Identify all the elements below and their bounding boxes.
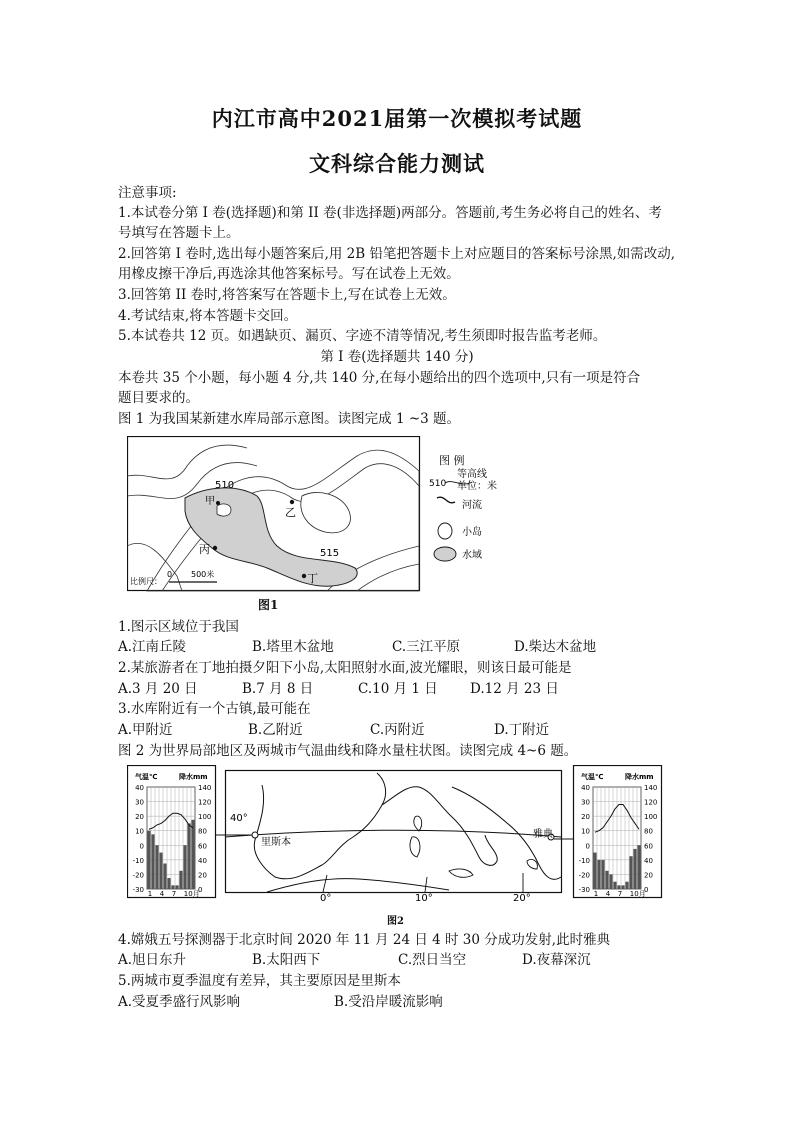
figure2-caption: 图2 — [387, 916, 404, 927]
island — [217, 504, 231, 516]
notice-line: 号填写在答题卡上。 — [118, 225, 240, 241]
section-heading: 第 I 卷(选择题共 140 分) — [320, 349, 474, 365]
precip-axis-label: 降水mm — [179, 773, 208, 781]
precip-bar — [167, 878, 170, 889]
lon-10-label: 10° — [415, 893, 433, 904]
precip-axis-label: 降水mm — [625, 773, 654, 781]
temp-tick-label: -30 — [132, 886, 144, 894]
question-option: B.7 月 8 日 — [242, 681, 314, 697]
precip-tick-label: 120 — [644, 798, 658, 807]
temp-tick-label: 0 — [139, 842, 144, 851]
contour-label-510: 510 — [215, 480, 235, 491]
precip-bar — [597, 860, 600, 889]
temp-tick-label: -10 — [132, 856, 144, 865]
section-intro: 题目要求的。 — [118, 390, 199, 406]
question-option: D.12 月 23 日 — [470, 681, 559, 697]
legend-river-sample — [437, 497, 455, 503]
temp-axis-label: 气温℃ — [135, 773, 158, 781]
label-bing: 丙 — [199, 543, 210, 556]
precip-bar — [629, 856, 632, 889]
figure2-intro: 图 2 为世界局部地区及两城市气温曲线和降水量柱状图。读图完成 4~6 题。 — [118, 743, 578, 759]
section-intro: 本卷共 35 个小题，每小题 4 分,共 140 分,在每小题给出的四个选项中,只有一项是符合 — [118, 370, 641, 386]
precip-bar — [637, 845, 640, 889]
month-tick-label: 10月 — [183, 890, 200, 898]
label-jia: 甲 — [205, 496, 215, 507]
temp-tick-label: 20 — [581, 813, 590, 822]
athens-climate-chart — [574, 766, 662, 899]
temp-tick-label: 10 — [581, 827, 590, 836]
notice-line: 3.回答第 II 卷时,将答案写在答题卡上,写在试卷上无效。 — [118, 287, 456, 303]
precip-tick-label: 0 — [644, 886, 649, 894]
month-tick-label: 7 — [171, 890, 177, 898]
precip-bar — [617, 885, 620, 889]
precip-tick-label: 60 — [198, 842, 207, 851]
month-tick-label: 4 — [159, 890, 165, 898]
precip-tick-label: 120 — [198, 798, 212, 807]
precip-tick-label: 60 — [644, 842, 653, 851]
precip-bar — [159, 853, 162, 889]
lon-20-label: 20° — [513, 893, 531, 904]
precip-bar — [171, 885, 174, 889]
precip-bar — [593, 853, 596, 889]
precip-bar — [155, 845, 158, 889]
reservoir-map — [127, 436, 522, 592]
contour-label-515: 515 — [320, 548, 340, 559]
precip-tick-label: 40 — [198, 856, 207, 865]
month-tick-label: 7 — [617, 890, 623, 898]
athens-label: 雅典 — [533, 829, 553, 840]
question-option: A.受夏季盛行风影响 — [118, 994, 241, 1010]
notice-heading: 注意事项: — [118, 185, 177, 201]
question-option: B.塔里木盆地 — [252, 639, 334, 655]
legend-contour-value: 510 — [429, 479, 447, 489]
question-stem: 4.嫦娥五号探测器于北京时间 2020 年 11 月 24 日 4 时 30 分成功发射,此时雅典 — [118, 932, 611, 948]
month-tick-label: 1 — [147, 890, 153, 898]
precip-bar — [621, 885, 624, 889]
precip-bar — [625, 882, 628, 889]
legend-island-sample — [438, 523, 452, 539]
point-ding — [302, 574, 306, 578]
question-stem: 3.水库附近有一个古镇,最可能在 — [118, 701, 311, 717]
precip-bar — [163, 864, 166, 890]
legend-water: 水域 — [462, 550, 482, 561]
legend-river: 河流 — [462, 500, 482, 511]
temp-tick-label: 10 — [135, 827, 144, 836]
temp-tick-label: 30 — [135, 798, 144, 807]
scale-zero: 0 — [167, 570, 173, 579]
precip-bar — [175, 885, 178, 889]
month-tick-label: 10月 — [629, 890, 646, 898]
point-bing — [213, 546, 217, 550]
lon-0-label: 0° — [320, 893, 332, 904]
legend-water-sample — [434, 547, 456, 561]
exam-subtitle: 文科综合能力测试 — [309, 151, 485, 176]
precip-bar — [187, 823, 190, 889]
notice-line: 5.本试卷共 12 页。如遇缺页、漏页、字迹不清等情况,考生须即时报告监考老师。 — [118, 328, 607, 344]
temp-tick-label: 40 — [135, 784, 144, 792]
question-option: A.江南丘陵 — [118, 639, 187, 655]
figure1-caption: 图1 — [258, 598, 279, 612]
precip-bar — [183, 845, 186, 889]
temp-tick-label: -10 — [578, 856, 590, 865]
question-stem: 2.某旅游者在丁地拍摄夕阳下小岛,太阳照射水面,波光耀眼，则该日最可能是 — [118, 660, 572, 676]
temp-tick-label: 40 — [581, 784, 590, 792]
question-option: C.丙附近 — [370, 722, 425, 738]
question-option: A.旭日东升 — [118, 952, 187, 968]
question-option: D.丁附近 — [494, 722, 550, 738]
question-stem: 1.图示区域位于我国 — [118, 619, 239, 635]
precip-tick-label: 80 — [644, 827, 653, 836]
temp-tick-label: -20 — [132, 871, 144, 880]
precip-bar — [191, 820, 194, 889]
precip-tick-label: 100 — [644, 813, 658, 822]
precip-bar — [609, 874, 612, 889]
europe-map — [215, 771, 573, 905]
month-tick-label: 1 — [593, 890, 599, 898]
precip-bar — [179, 871, 182, 889]
notice-line: 用橡皮擦干净后,再选涂其他答案标号。写在试卷上无效。 — [118, 266, 460, 282]
precip-bar — [605, 871, 608, 889]
lisbon-climate-chart — [128, 766, 216, 899]
precip-tick-label: 140 — [198, 784, 212, 792]
notice-line: 2.回答第 I 卷时,选出每小题答案后,用 2B 铅笔把答题卡上对应题目的答案标号涂黑,如需改动, — [118, 246, 676, 262]
legend-island: 小岛 — [462, 527, 482, 538]
question-option: A.甲附近 — [118, 722, 173, 738]
mediterranean-map — [127, 765, 667, 910]
precip-tick-label: 40 — [644, 856, 653, 865]
scale-label: 比例尺： — [130, 577, 162, 586]
temp-tick-label: 20 — [135, 813, 144, 822]
question-option: D.夜幕深沉 — [522, 952, 591, 968]
point-yi — [290, 500, 294, 504]
question-option: C.10 月 1 日 — [358, 681, 438, 697]
legend-contour: 等高线 — [457, 469, 487, 480]
question-option: C.烈日当空 — [398, 952, 467, 968]
question-option: B.太阳西下 — [252, 952, 321, 968]
lisbon-marker — [252, 832, 258, 838]
lat-40-label: 40° — [230, 813, 248, 824]
lisbon-label: 里斯本 — [261, 837, 291, 848]
question-option: B.受沿岸暖流影响 — [334, 994, 443, 1010]
precip-bar — [633, 849, 636, 889]
question-option: A.3 月 20 日 — [118, 681, 198, 697]
precip-tick-label: 20 — [198, 871, 207, 880]
month-tick-label: 4 — [605, 890, 611, 898]
notice-line: 1.本试卷分第 I 卷(选择题)和第 II 卷(非选择题)两部分。答题前,考生务必将自己的姓名、考 — [118, 205, 662, 221]
temp-tick-label: -30 — [578, 886, 590, 894]
temp-tick-label: 30 — [581, 798, 590, 807]
precip-bar — [613, 882, 616, 889]
exam-title: 内江市高中2021届第一次模拟考试题 — [211, 106, 583, 131]
legend-title: 图 例 — [439, 454, 465, 467]
figure1-intro: 图 1 为我国某新建水库局部示意图。读图完成 1 ~3 题。 — [118, 411, 461, 427]
scale-500: 500米 — [191, 570, 215, 579]
question-option: B.乙附近 — [248, 722, 303, 738]
label-ding: 丁 — [307, 572, 318, 585]
temp-tick-label: 0 — [585, 842, 590, 851]
point-jia — [216, 501, 220, 505]
precip-tick-label: 80 — [198, 827, 207, 836]
precip-tick-label: 100 — [198, 813, 212, 822]
precip-tick-label: 140 — [644, 784, 658, 792]
question-option: D.柴达木盆地 — [514, 639, 597, 655]
notice-line: 4.考试结束,将本答题卡交回。 — [118, 308, 298, 324]
precip-bar — [151, 834, 154, 889]
temp-tick-label: -20 — [578, 871, 590, 880]
precip-bar — [601, 860, 604, 889]
legend-unit: 单位：米 — [457, 481, 497, 492]
question-stem: 5.两城市夏季温度有差异，其主要原因是里斯本 — [118, 973, 401, 989]
precip-bar — [147, 831, 150, 889]
precip-tick-label: 0 — [198, 886, 203, 894]
precip-tick-label: 20 — [644, 871, 653, 880]
label-yi: 乙 — [285, 506, 296, 519]
question-option: C.三江平原 — [392, 639, 461, 655]
temp-axis-label: 气温℃ — [581, 773, 604, 781]
